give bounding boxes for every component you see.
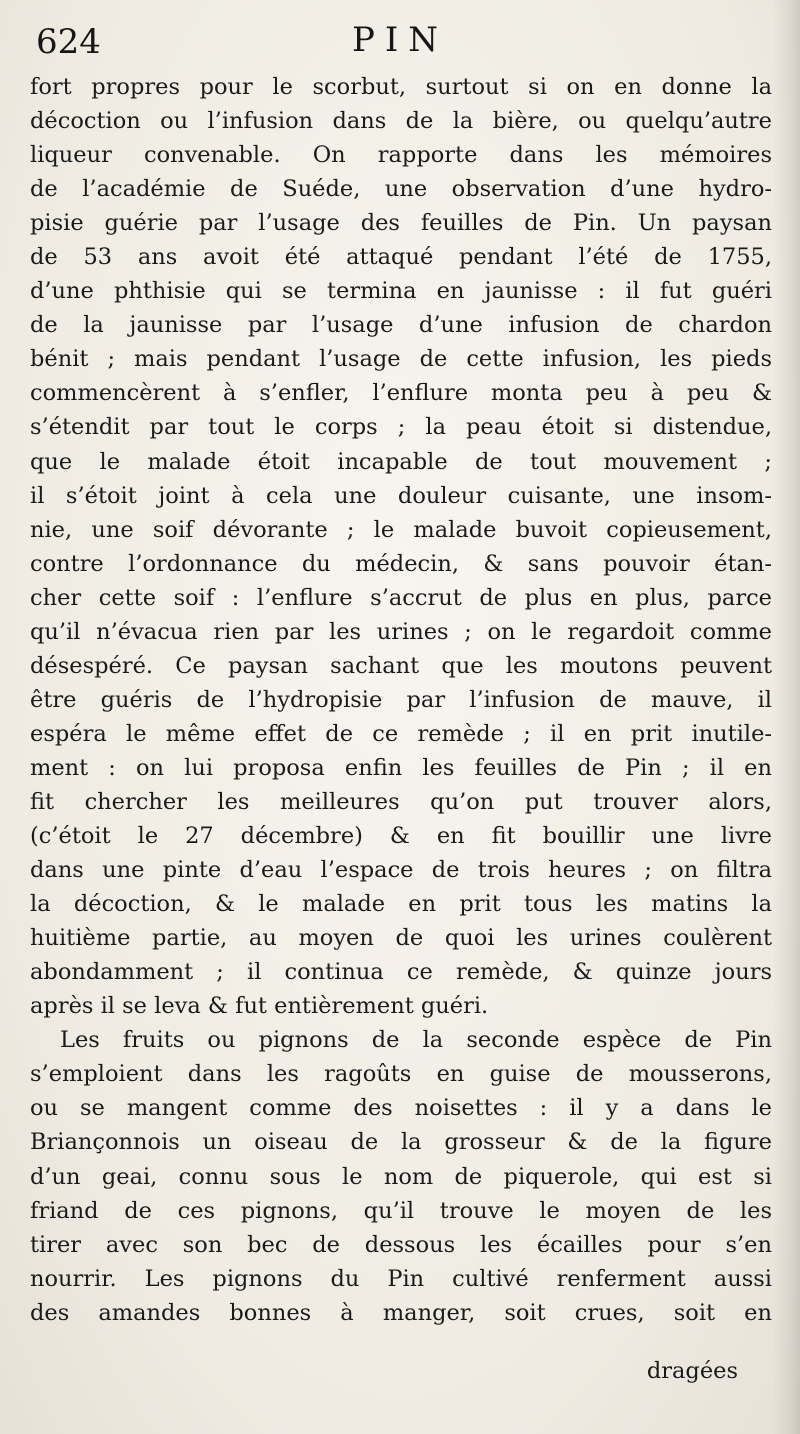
- text-line: de la jaunisse par l’usage d’une infusion de chardon: [30, 312, 772, 339]
- text-line: la décoction, & le malade en prit tous les matins la: [30, 891, 772, 918]
- text-line: d’un geai, connu sous le nom de piquerole, qui est si: [30, 1163, 772, 1190]
- paragraph-1: [30, 70, 772, 1023]
- paragraph-2: [30, 1023, 772, 1329]
- text-line: Briançonnois un oiseau de la grosseur & de la figure: [30, 1129, 772, 1156]
- text-line: ou se mangent comme des noisettes : il y a dans le: [30, 1095, 772, 1122]
- text-line: contre l’ordonnance du médecin, & sans pouvoir étan-: [30, 550, 772, 577]
- page-number: 624: [36, 22, 101, 62]
- text-line: fort propres pour le scorbut, surtout si on en donne la: [30, 74, 772, 100]
- text-line: que le malade étoit incapable de tout mouvement ;: [30, 448, 772, 475]
- text-line: des amandes bonnes à manger, soit crues, soit en: [30, 1299, 772, 1326]
- text-line: qu’il n’évacua rien par les urines ; on le regardoit comme: [30, 618, 772, 645]
- text-line: abondamment ; il continua ce remède, & quinze jours: [30, 959, 772, 986]
- text-line: (c’étoit le 27 décembre) & en fit bouillir une livre: [30, 823, 772, 850]
- text-line: s’étendit par tout le corps ; la peau étoit si distendue,: [30, 414, 772, 441]
- text-line: ment : on lui proposa enfin les feuilles de Pin ; il en: [30, 754, 772, 781]
- text-line: tirer avec son bec de dessous les écailles pour s’en: [30, 1231, 772, 1258]
- text-line: commencèrent à s’enfler, l’enflure monta peu à peu &: [30, 380, 772, 407]
- text-line: décoction ou l’infusion dans de la bière, ou quelqu’autre: [30, 108, 772, 135]
- text-line: fit chercher les meilleures qu’on put trouver alors,: [30, 788, 772, 815]
- text-line: nie, une soif dévorante ; le malade buvoit copieusement,: [30, 516, 772, 543]
- text-line: être guéris de l’hydropisie par l’infusion de mauve, il: [30, 686, 772, 713]
- catchword: dragées: [646, 1358, 738, 1384]
- text-line: d’une phthisie qui se termina en jaunisse : il fut guéri: [30, 278, 772, 305]
- text-line: après il se leva & fut entièrement guéri.: [30, 993, 489, 1020]
- text-line: bénit ; mais pendant l’usage de cette infusion, les pieds: [30, 346, 772, 373]
- body-text: [30, 70, 772, 1330]
- text-line: cher cette soif : l’enflure s’accrut de plus en plus, parce: [30, 584, 772, 611]
- text-line: il s’étoit joint à cela une douleur cuisante, une insom-: [30, 482, 772, 509]
- text-line: friand de ces pignons, qu’il trouve le moyen de les: [30, 1197, 772, 1224]
- text-line: nourrir. Les pignons du Pin cultivé renferment aussi: [30, 1265, 772, 1292]
- text-line: de l’académie de Suéde, une observation d’une hydro-: [30, 176, 772, 203]
- running-head: PIN: [351, 20, 449, 60]
- text-line: espéra le même effet de ce remède ; il en prit inutile-: [30, 720, 772, 747]
- page-edge-shadow: [772, 0, 800, 1434]
- text-line: pisie guérie par l’usage des feuilles de Pin. Un paysan: [30, 210, 772, 237]
- text-line: désespéré. Ce paysan sachant que les moutons peuvent: [30, 652, 772, 679]
- text-line: dans une pinte d’eau l’espace de trois heures ; on filtra: [30, 857, 772, 884]
- text-line: Les fruits ou pignons de la seconde espèce de Pin: [60, 1027, 772, 1054]
- text-line: de 53 ans avoit été attaqué pendant l’été de 1755,: [30, 244, 772, 271]
- text-line: s’emploient dans les ragoûts en guise de mousserons,: [30, 1061, 772, 1088]
- text-line: liqueur convenable. On rapporte dans les mémoires: [30, 142, 772, 169]
- text-line: huitième partie, au moyen de quoi les urines coulèrent: [30, 925, 772, 952]
